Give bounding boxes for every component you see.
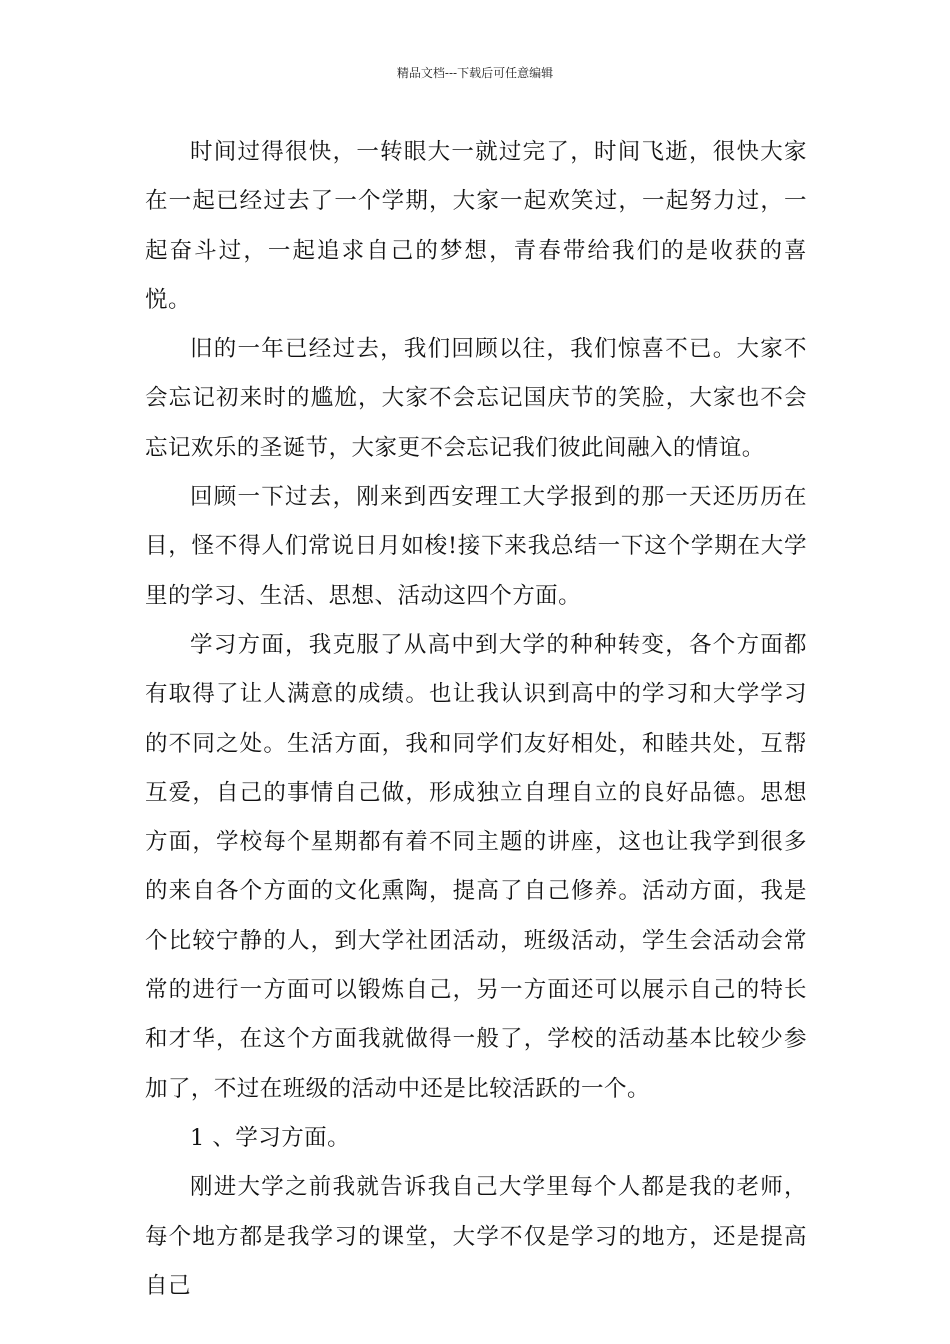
paragraph: 刚进大学之前我就告诉我自己大学里每个人都是我的老师，每个地方都是我学习的课堂，大学不仅是学习的地方，还是提高自己: [145, 1174, 807, 1299]
paragraph: 回顾一下过去，刚来到西安理工大学报到的那一天还历历在目，怪不得人们常说日月如梭!接下来我总结一下这个学期在大学里的学习、生活、思想、活动这四个方面。: [145, 484, 807, 609]
page-header: 精品文档---下载后可任意编辑: [396, 66, 554, 80]
document-body: [145, 128, 807, 1311]
section-heading: 1 、学习方面。: [190, 1124, 351, 1151]
paragraph: 时间过得很快，一转眼大一就过完了，时间飞逝，很快大家在一起已经过去了一个学期，大家一起欢笑过，一起努力过，一起奋斗过，一起追求自己的梦想，青春带给我们的是收获的喜悦。: [145, 139, 807, 313]
paragraph: 旧的一年已经过去，我们回顾以往，我们惊喜不已。大家不会忘记初来时的尴尬，大家不会忘记国庆节的笑脸，大家也不会忘记欢乐的圣诞节，大家更不会忘记我们彼此间融入的情谊。: [145, 336, 807, 461]
paragraph: 学习方面，我克服了从高中到大学的种种转变，各个方面都有取得了让人满意的成绩。也让我认识到高中的学习和大学学习的不同之处。生活方面，我和同学们友好相处，和睦共处，互帮互爱，自己的事情自己做，形成独立自理自立的良好品德。思想方面，学校每个星期都有着不同主题的讲座，这也让我学到很多的来自各个方面的文化熏陶，提高了自己修养。活动方面，我是个比较宁静的人，到大学社团活动，班级活动，学生会活动会常常的进行一方面可以锻炼自己，另一方面还可以展示自己的特长和才华，在这个方面我就做得一般了，学校的活动基本比较少参加了，不过在班级的活动中还是比较活跃的一个。: [145, 631, 807, 1102]
